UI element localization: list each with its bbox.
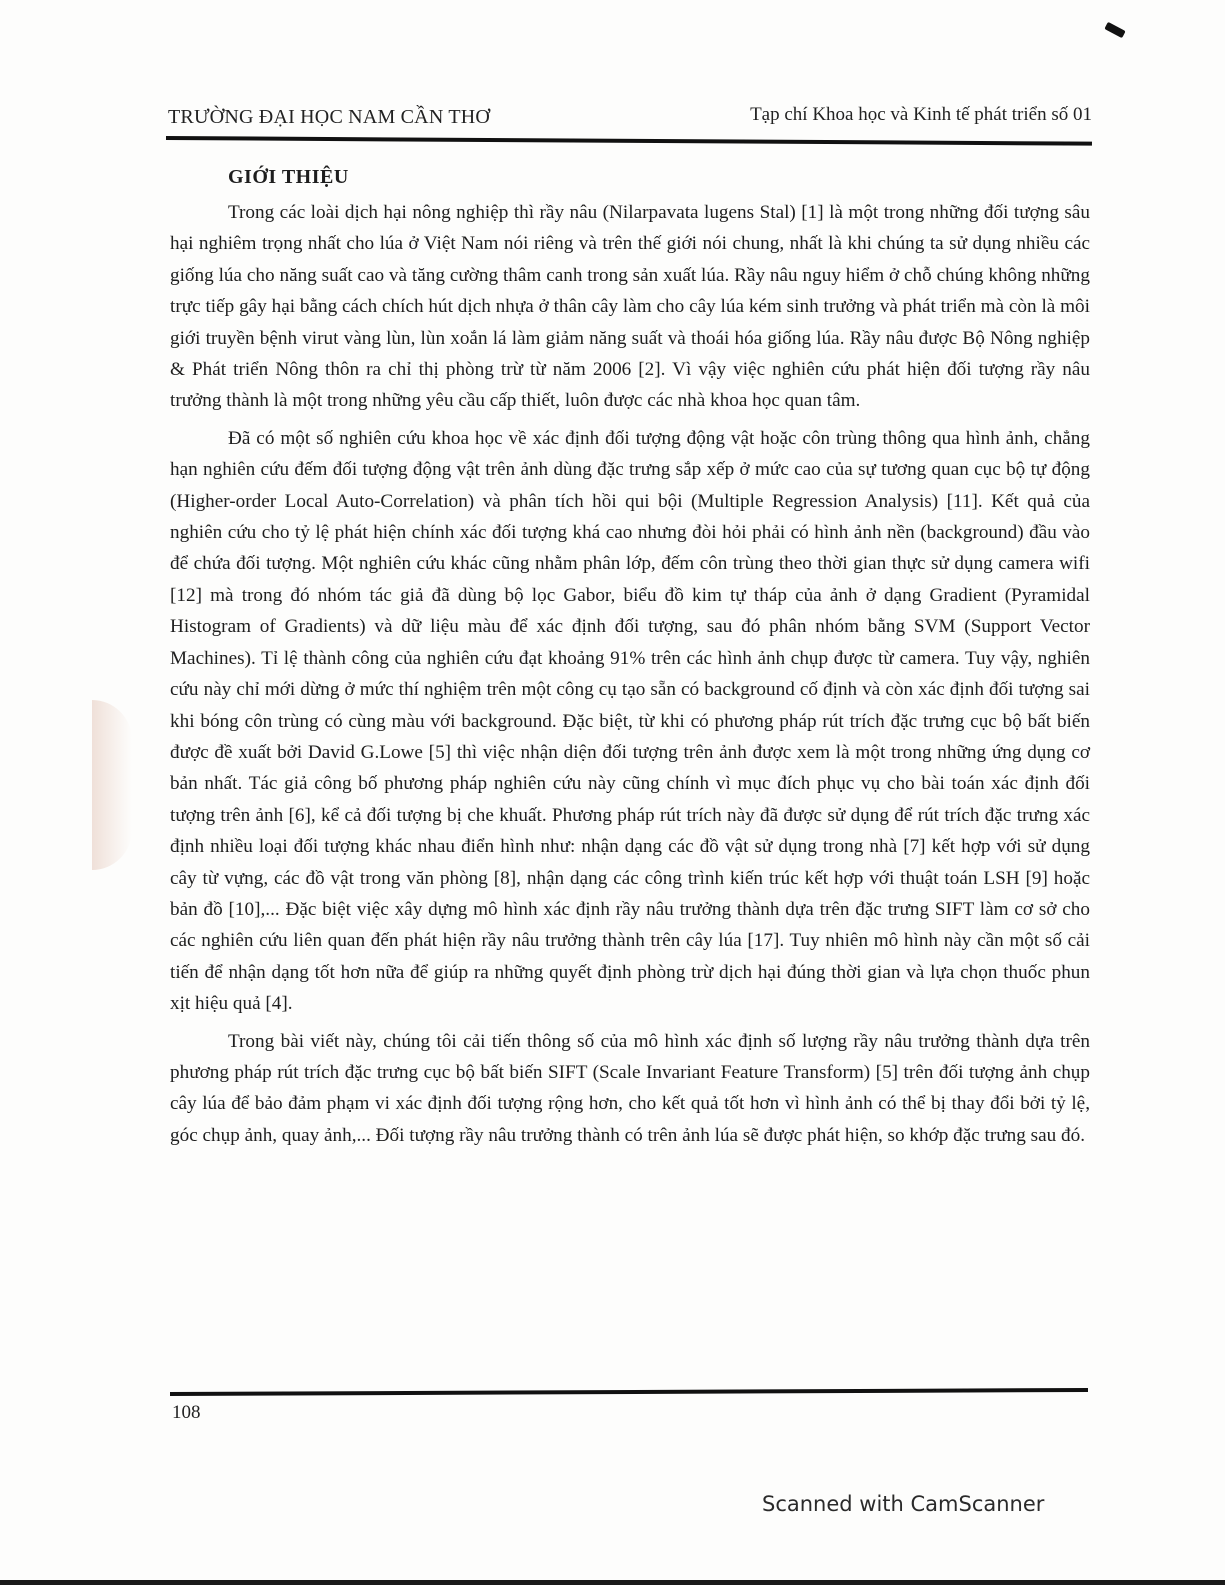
paragraph-3: Trong bài viết này, chúng tôi cải tiến thông số của mô hình xác định số lượng rầy nâu trưởng thành dựa trên phương pháp rút trích đặc trưng cục bộ bất biến SIFT (Scale Invariant Feature Transform) [5] trên đối tượng ảnh chụp cây lúa để bảo đảm phạm vi xác định đối tượng rộng hơn, cho kết quả tốt hơn vì hình ảnh có thể bị thay đổi bởi tỷ lệ, góc chụp ảnh, quay ảnh,... Đối tượng rầy nâu trưởng thành có trên ảnh lúa sẽ được phát hiện, so khớp đặc trưng sau đó. xyxy=(170,1030,1090,1146)
header-rule xyxy=(166,136,1092,146)
scan-corner-mark xyxy=(1104,22,1125,38)
camscanner-watermark: Scanned with CamScanner xyxy=(762,1492,1045,1516)
body-content xyxy=(170,166,1090,1157)
header-university: TRƯỜNG ĐẠI HỌC NAM CẦN THƠ xyxy=(168,106,491,128)
page-number: 108 xyxy=(172,1402,201,1423)
footer-rule xyxy=(170,1388,1088,1396)
finger-shadow xyxy=(92,700,132,870)
paragraph-2: Đã có một số nghiên cứu khoa học về xác định đối tượng động vật hoặc côn trùng thông qua hình ảnh, chẳng hạn nghiên cứu đếm đối tượng động vật trên ảnh dùng đặc trưng sắp xếp ở mức cao của sự tương quan cục bộ tự động (Higher-order Local Auto-Correlation) và phân tích hồi qui bội (Multiple Regression Analysis) [11]. Kết quả của nghiên cứu cho tỷ lệ phát hiện chính xác đối tượng khá cao nhưng đòi hỏi phải có hình ảnh nền (background) đầu vào để chứa đối tượng. Một nghiên cứu khác cũng nhằm phân lớp, đếm côn trùng theo thời gian thực sử dụng camera wifi [12] mà trong đó nhóm tác giả đã dùng bộ lọc Gabor, biểu đồ kim tự tháp của ảnh ở dạng Gradient (Pyramidal Histogram of Gradients) và dữ liệu màu để xác định đối tượng, sau đó phân nhóm bằng SVM (Support Vector Machines). Tỉ lệ thành công của nghiên cứu đạt khoảng 91% trên các hình ảnh chụp được từ camera. Tuy vậy, nghiên cứu này chỉ mới dừng ở mức thí nghiệm trên một công cụ tạo sẵn có background cố định và còn xác định đối tượng sai khi bóng côn trùng có cùng màu với background. Đặc biệt, từ khi có phương pháp rút trích đặc trưng cục bộ bất biến được đề xuất bởi David G.Lowe [5] thì việc nhận diện đối tượng trên ảnh được xem là một trong những ứng dụng cơ bản nhất. Tác giả công bố phương pháp nghiên cứu này cũng chính vì mục đích phục vụ cho bài toán xác định đối tượng trên ảnh [6], kể cả đối tượng bị che khuất. Phương pháp rút trích này đã được sử dụng để rút trích đặc trưng xác định nhiều loại đối tượng khác nhau điển hình như: nhận dạng các đồ vật sử dụng trong nhà [7] kết hợp với sử dụng cây từ vựng, các đồ vật trong văn phòng [8], nhận dạng các công trình kiến trúc kết hợp với thuật toán LSH [9] hoặc bản đồ [10],... Đặc biệt việc xây dựng mô hình xác định rầy nâu trưởng thành dựa trên đặc trưng SIFT làm cơ sở cho các nghiên cứu liên quan đến phát hiện rầy nâu trưởng thành trên cây lúa [17]. Tuy nhiên mô hình này cần một số cải tiến để nhận dạng tốt hơn nữa để giúp ra những quyết định phòng trừ dịch hại đúng thời gian và lựa chọn thuốc phun xịt hiệu quả [4]. xyxy=(170,427,1090,1015)
running-header xyxy=(168,104,1092,134)
scan-bottom-edge xyxy=(0,1580,1225,1585)
header-journal: Tạp chí Khoa học và Kinh tế phát triển số 01 xyxy=(750,104,1092,125)
paragraph-1: Trong các loài dịch hại nông nghiệp thì rầy nâu (Nilarpavata lugens Stal) [1] là một trong những đối tượng sâu hại nghiêm trọng nhất cho lúa ở Việt Nam nói riêng và trên thế giới nói chung, nhất là khi chúng ta sử dụng nhiều các giống lúa cho năng suất cao và tăng cường thâm canh trong sản xuất lúa. Rầy nâu nguy hiểm ở chỗ chúng không những trực tiếp gây hại bằng cách chích hút dịch nhựa ở thân cây làm cho cây lúa kém sinh trưởng và phát triển mà còn là môi giới truyền bệnh virut vàng lùn, lùn xoắn lá làm giảm năng suất và thoái hóa giống lúa. Rầy nâu được Bộ Nông nghiệp & Phát triển Nông thôn ra chỉ thị phòng trừ từ năm 2006 [2]. Vì vậy việc nghiên cứu phát hiện đối tượng rầy nâu trưởng thành là một trong những yêu cầu cấp thiết, luôn được các nhà khoa học quan tâm. xyxy=(170,202,1090,412)
section-title: GIỚI THIỆU xyxy=(228,166,349,188)
